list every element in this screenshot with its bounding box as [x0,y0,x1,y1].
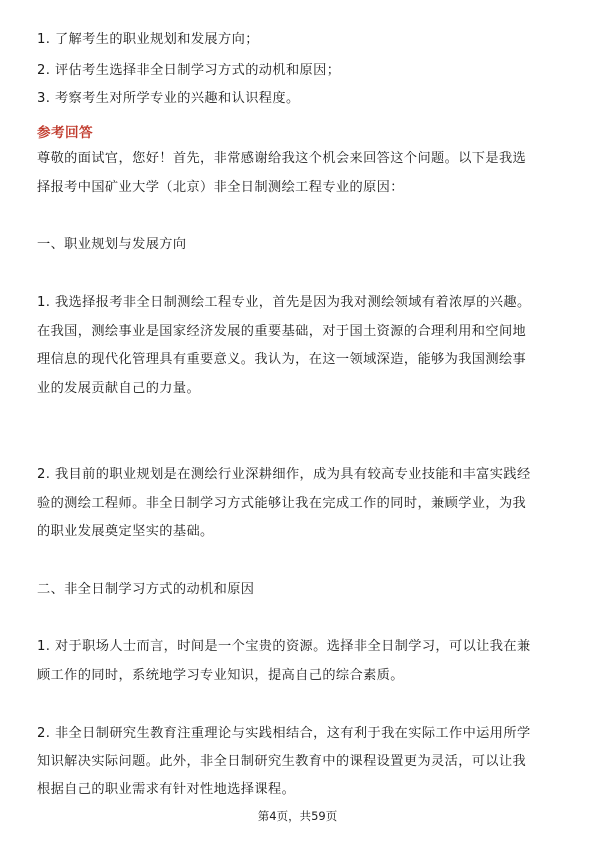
section-title: 二、非全日制学习方式的动机和原因 [37,582,255,597]
paragraph-line: 在我国，测绘事业是国家经济发展的重要基础，对于国土资源的合理利用和空间地 [37,324,527,339]
paragraph-line: 验的测绘工程师。非全日制学习方式能够让我在完成工作的同时，兼顾学业，为我 [37,496,527,511]
intro-list-item: 1. 了解考生的职业规划和发展方向； [37,32,259,47]
paragraph-line: 知识解决实际问题。此外，非全日制研究生教育中的课程设置更为灵活，可以让我 [37,754,527,769]
paragraph-line: 理信息的现代化管理具有重要意义。我认为，在这一领域深造，能够为我国测绘事 [37,352,527,367]
greeting-line: 尊敬的面试官，您好！首先，非常感谢给我这个机会来回答这个问题。以下是我选 [37,151,527,166]
intro-list-item: 3. 考察考生对所学专业的兴趣和认识程度。 [37,91,300,106]
paragraph-line: 1. 对于职场人士而言，时间是一个宝贵的资源。选择非全日制学习，可以让我在兼 [37,639,531,654]
paragraph-line: 2. 我目前的职业规划是在测绘行业深耕细作，成为具有较高专业技能和丰富实践经 [37,467,531,482]
greeting-line: 择报考中国矿业大学（北京）非全日制测绘工程专业的原因： [37,180,404,195]
answer-heading: 参考回答 [37,125,93,141]
paragraph-line: 业的发展贡献自己的力量。 [37,381,201,396]
paragraph-line: 顾工作的同时，系统地学习专业知识，提高自己的综合素质。 [37,668,404,683]
paragraph-line: 根据自己的职业需求有针对性地选择课程。 [37,782,296,797]
intro-list-item: 2. 评估考生选择非全日制学习方式的动机和原因； [37,63,341,78]
paragraph-line: 1. 我选择报考非全日制测绘工程专业，首先是因为我对测绘领域有着浓厚的兴趣。 [37,295,531,310]
section-title: 一、职业规划与发展方向 [37,237,187,252]
paragraph-line: 2. 非全日制研究生教育注重理论与实践相结合，这有利于我在实际工作中运用所学 [37,726,531,741]
page-number-footer: 第4页，共59页 [257,809,338,823]
paragraph-line: 的职业发展奠定坚实的基础。 [37,524,214,539]
